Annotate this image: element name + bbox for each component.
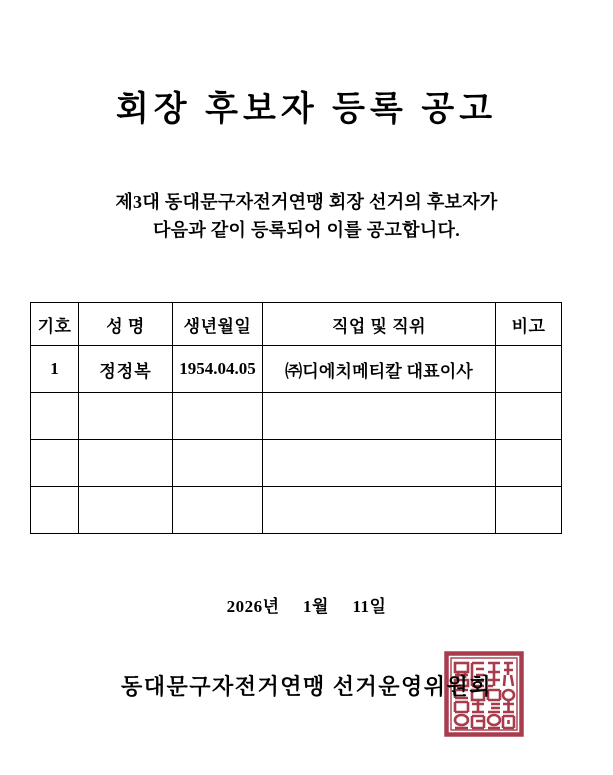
signature-block <box>0 672 613 752</box>
cell-name <box>79 440 173 487</box>
intro-line-2: 다음과 같이 등록되어 이를 공고합니다. <box>152 220 460 240</box>
table-row <box>31 487 562 534</box>
table-header-row <box>31 303 562 346</box>
column-header-occupation: 직업 및 직위 <box>263 303 496 346</box>
cell-name <box>79 393 173 440</box>
column-header-name: 성 명 <box>79 303 173 346</box>
cell-note <box>496 393 562 440</box>
cell-occupation <box>263 487 496 534</box>
intro-line-1: 제3대 동대문구자전거연맹 회장 선거의 후보자가 <box>115 192 498 212</box>
candidate-table <box>30 302 562 534</box>
cell-no <box>31 440 79 487</box>
cell-note <box>496 440 562 487</box>
cell-occupation <box>263 440 496 487</box>
table-row <box>31 440 562 487</box>
column-header-no: 기호 <box>31 303 79 346</box>
cell-note <box>496 487 562 534</box>
cell-birthdate <box>173 440 263 487</box>
date-day: 11일 <box>352 597 387 616</box>
column-header-note: 비고 <box>496 303 562 346</box>
date-year: 2026년 <box>226 597 280 616</box>
issue-date <box>0 592 613 617</box>
cell-occupation: ㈜디에치메티칼 대표이사 <box>263 346 496 393</box>
cell-name: 정정복 <box>79 346 173 393</box>
table-row <box>31 346 562 393</box>
cell-no <box>31 393 79 440</box>
cell-birthdate: 1954.04.05 <box>173 346 263 393</box>
signature-organization: 동대문구자전거연맹 선거운영위원회 <box>120 674 493 699</box>
cell-birthdate <box>173 487 263 534</box>
cell-note <box>496 346 562 393</box>
cell-no: 1 <box>31 346 79 393</box>
cell-no <box>31 487 79 534</box>
intro-paragraph <box>0 188 613 244</box>
cell-birthdate <box>173 393 263 440</box>
cell-name <box>79 487 173 534</box>
column-header-birthdate: 생년월일 <box>173 303 263 346</box>
page-title: 회장 후보자 등록 공고 <box>115 91 498 128</box>
table-row <box>31 393 562 440</box>
date-month: 1월 <box>303 597 329 616</box>
cell-occupation <box>263 393 496 440</box>
